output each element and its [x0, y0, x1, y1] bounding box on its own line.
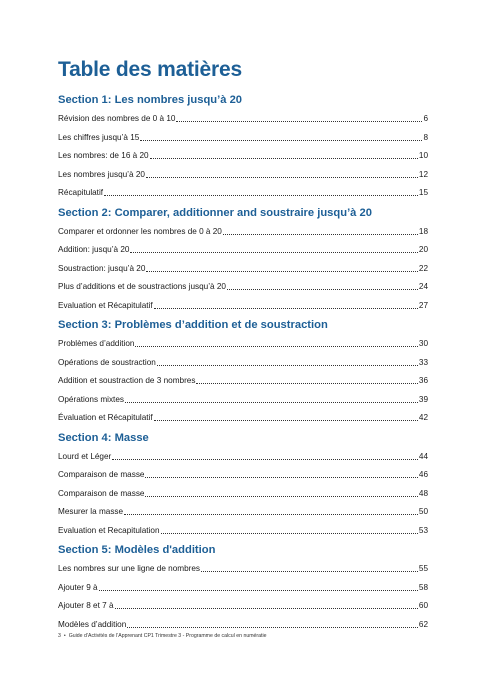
toc-entry-page-number: 33	[418, 357, 428, 367]
toc-entry-label: Evaluation et Récapitulatif	[58, 300, 153, 310]
toc-entry[interactable]	[58, 469, 428, 481]
dot-leader	[145, 488, 417, 497]
toc-entry-page-number: 36	[418, 376, 428, 385]
toc-entry[interactable]	[58, 619, 428, 631]
toc-entry-label: Modèles d’addition	[58, 619, 127, 629]
section-heading[interactable]: Section 3: Problèmes d’addition et de soustraction	[58, 319, 328, 331]
toc-entry-page-number: 15	[418, 188, 428, 197]
section-heading[interactable]: Section 4: Masse	[58, 431, 149, 444]
toc-entry-label: Comparer et ordonner les nombres de 0 à 20	[58, 226, 222, 236]
footer-text: Guide d’Activités de l’Apprenant CP1 Trimestre 3 - Programme de calcul en numératie	[68, 633, 267, 639]
toc-entry-label: Comparaison de masse	[58, 488, 145, 498]
dot-leader	[130, 244, 417, 253]
dot-leader	[145, 469, 417, 478]
toc-entry-label: Les nombres jusqu’à 20	[58, 169, 145, 179]
toc-entry-page-number: 60	[418, 601, 428, 610]
toc-entry-label: Addition et soustraction de 3 nombres	[58, 376, 196, 385]
toc-entry-page-number: 8	[423, 132, 428, 142]
toc-entry-page-number: 55	[418, 564, 428, 573]
toc-entry-page-number: 20	[418, 245, 428, 254]
toc-entry-label: Comparaison de masse	[58, 470, 145, 479]
dot-leader	[201, 563, 418, 572]
dot-leader	[154, 412, 418, 421]
toc-entry[interactable]	[58, 394, 428, 406]
dot-leader	[124, 506, 418, 515]
toc-entry-page-number: 44	[418, 451, 428, 461]
toc-entry[interactable]	[58, 281, 428, 293]
toc-entry-label: Addition: jusqu’à 20	[58, 245, 130, 254]
toc-section	[58, 93, 428, 199]
toc-entry[interactable]	[58, 113, 428, 125]
table-of-contents	[58, 93, 428, 637]
dot-leader	[223, 226, 418, 235]
toc-entry[interactable]	[58, 187, 428, 199]
toc-entry[interactable]	[58, 263, 428, 275]
toc-entry[interactable]	[58, 451, 428, 463]
dot-leader	[176, 113, 422, 122]
toc-entry-label: Opérations de soustraction	[58, 357, 156, 367]
toc-entry-label: Révision des nombres de 0 à 10	[58, 114, 176, 123]
toc-entry[interactable]	[58, 300, 428, 312]
dot-leader	[227, 281, 418, 290]
dot-leader	[115, 600, 418, 609]
toc-entry-page-number: 18	[418, 226, 428, 236]
toc-entry[interactable]	[58, 244, 428, 256]
toc-entry-page-number: 58	[418, 582, 428, 592]
toc-entry-page-number: 53	[418, 525, 428, 535]
toc-section	[58, 431, 428, 537]
dot-leader	[135, 338, 417, 347]
toc-entry[interactable]	[58, 412, 428, 424]
toc-entry-page-number: 46	[418, 470, 428, 479]
toc-entry-page-number: 30	[418, 339, 428, 348]
toc-entry-page-number: 62	[418, 619, 428, 629]
section-heading[interactable]: Section 1: Les nombres jusqu’à 20	[58, 94, 243, 106]
toc-entry-page-number: 50	[418, 507, 428, 516]
toc-entry-page-number: 10	[418, 151, 428, 160]
toc-entry[interactable]	[58, 525, 428, 537]
toc-entry[interactable]	[58, 506, 428, 518]
toc-section	[58, 543, 428, 631]
toc-entry-page-number: 48	[418, 488, 428, 498]
footer-page-number: 3	[58, 633, 61, 639]
toc-entry-page-number: 39	[418, 394, 428, 404]
footer-bullet: •	[63, 633, 66, 639]
dot-leader	[99, 582, 418, 591]
toc-entry-label: Soustraction: jusqu’à 20	[58, 263, 146, 273]
page-footer	[58, 633, 267, 639]
toc-entry[interactable]	[58, 132, 428, 144]
toc-entry-label: Plus d’additions et de soustractions jusqu’à 20	[58, 282, 226, 291]
toc-entry-label: Mesurer la masse	[58, 507, 124, 516]
toc-entry[interactable]	[58, 488, 428, 500]
toc-entry-page-number: 42	[418, 413, 428, 422]
toc-entry-page-number: 12	[418, 169, 428, 179]
toc-entry[interactable]	[58, 563, 428, 575]
dot-leader	[150, 150, 418, 159]
section-heading[interactable]: Section 2: Comparer, additionner and soustraire jusqu’à 20	[58, 206, 372, 219]
page-title: Table des matières	[58, 58, 242, 81]
toc-entry-label: Ajouter 8 et 7 à	[58, 601, 114, 610]
dot-leader	[146, 169, 418, 178]
toc-entry[interactable]	[58, 357, 428, 369]
toc-entry[interactable]	[58, 582, 428, 594]
dot-leader	[112, 451, 418, 460]
toc-entry-label: Les nombres: de 16 à 20	[58, 151, 149, 160]
toc-entry-page-number: 27	[418, 300, 428, 310]
toc-entry[interactable]	[58, 338, 428, 350]
toc-entry-label: Les nombres sur une ligne de nombres	[58, 564, 200, 573]
toc-entry-page-number: 6	[423, 114, 428, 123]
toc-section	[58, 318, 428, 424]
dot-leader	[140, 132, 422, 141]
section-heading[interactable]: Section 5: Modèles d'addition	[58, 544, 216, 556]
toc-section	[58, 206, 428, 312]
toc-entry-label: Ajouter 9 à	[58, 582, 98, 592]
toc-entry[interactable]	[58, 226, 428, 238]
dot-leader	[104, 187, 418, 196]
toc-entry-page-number: 24	[418, 282, 428, 291]
dot-leader	[127, 619, 418, 628]
toc-entry-label: Évaluation et Récapitulatif	[58, 413, 153, 422]
toc-entry[interactable]	[58, 150, 428, 162]
toc-entry[interactable]	[58, 600, 428, 612]
toc-entry-label: Lourd et Léger	[58, 451, 112, 461]
dot-leader	[196, 375, 417, 384]
toc-entry-page-number: 22	[418, 263, 428, 273]
dot-leader	[161, 525, 418, 534]
dot-leader	[154, 300, 418, 309]
dot-leader	[157, 357, 418, 366]
toc-entry-label: Problèmes d’addition	[58, 339, 135, 348]
dot-leader	[146, 263, 418, 272]
dot-leader	[125, 394, 418, 403]
toc-entry[interactable]	[58, 375, 428, 387]
toc-entry-label: Récapitulatif	[58, 188, 104, 197]
toc-entry[interactable]	[58, 169, 428, 181]
toc-entry-label: Les chiffres jusqu’à 15	[58, 132, 140, 142]
toc-entry-label: Opérations mixtes	[58, 394, 124, 404]
toc-entry-label: Evaluation et Recapitulation	[58, 525, 160, 535]
